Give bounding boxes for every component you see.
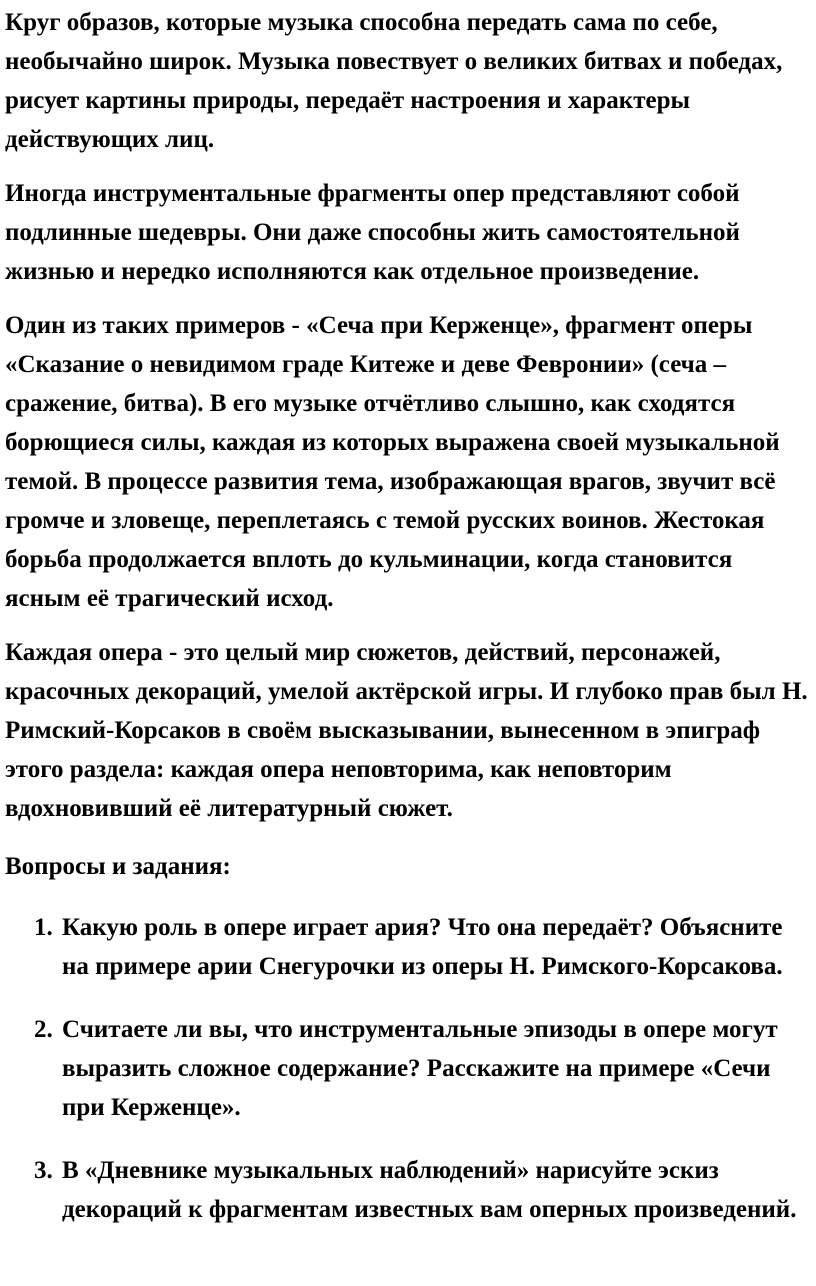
task-text: В «Дневнике музыкальных наблюдений» нарисуйте эскиз декораций к фрагментам известных вам оперных произведений. <box>62 1157 797 1223</box>
task-number: 2. <box>34 1016 53 1043</box>
questions-heading: Вопросы и задания: <box>5 853 231 880</box>
document-page <box>5 3 811 1253</box>
task-item <box>5 1151 811 1229</box>
paragraph-kerzhenets-battle: Один из таких примеров - «Сеча при Керженце», фрагмент оперы «Сказание о невидимом граде Китеже и деве Февронии» (сеча – сражение, битва). В его музыке отчётливо слышно, как сходятся борющиеся силы, каждая из которых выражена своей музыкальной темой. В процессе развития тема, изображающая врагов, звучит всё громче и зловеще, переплетаясь с темой русских воинов. Жестокая борьба продолжается вплоть до кульминации, когда становится ясным её трагический исход. <box>5 312 780 612</box>
task-text: Считаете ли вы, что инструментальные эпизоды в опере могут выразить сложное содержание? Расскажите на примере «Сечи при Керженце». <box>62 1016 778 1121</box>
paragraph-instrumental-fragments: Иногда инструментальные фрагменты опер представляют собой подлинные шедевры. Они даже способны жить самостоятельной жизнью и нередко исполняются как отдельное произведение. <box>5 180 740 285</box>
task-item <box>5 1010 811 1127</box>
task-item <box>5 908 811 986</box>
task-text: Какую роль в опере играет ария? Что она передаёт? Объясните на примере арии Снегурочки из оперы Н. Римского-Корсакова. <box>62 914 783 980</box>
paragraph-music-images: Круг образов, которые музыка способна передать сама по себе, необычайно широк. Музыка повествует о великих битвах и победах, рисует картины природы, передаёт настроения и характеры действующих лиц. <box>5 9 783 153</box>
tasks-list <box>5 908 811 1229</box>
task-number: 3. <box>34 1157 53 1184</box>
paragraph-opera-world: Каждая опера - это целый мир сюжетов, действий, персонажей, красочных декораций, умелой актёрской игры. И глубоко прав был Н. Римский-Корсаков в своём высказывании, вынесенном в эпиграф этого раздела: каждая опера неповторима, как неповторим вдохновивший её литературный сюжет. <box>5 639 808 822</box>
task-number: 1. <box>34 914 53 941</box>
